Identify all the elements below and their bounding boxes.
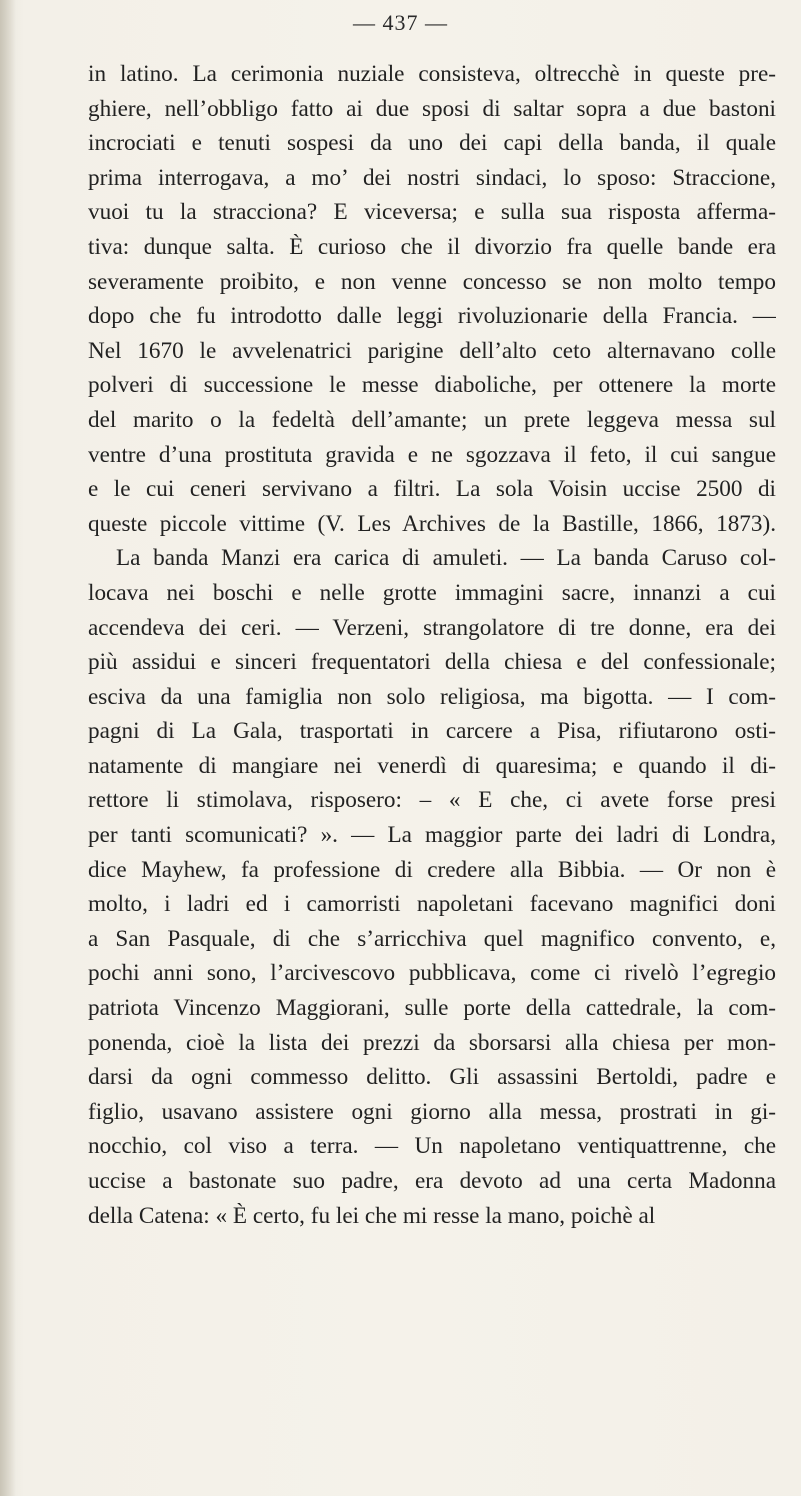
- text-line: uccise a bastonate suo padre, era devoto ad una certa Madonna: [88, 1168, 776, 1194]
- text-line: molto, i ladri ed i camorristi napoletani facevano magnifici doni: [88, 891, 776, 918]
- text-line: per tanti scomunicati? ». — La maggior parte dei ladri di Londra,: [88, 822, 776, 849]
- page-number: — 437 —: [353, 10, 448, 35]
- text-line: vuoi tu la stracciona? E viceversa; e sulla sua risposta afferma-: [88, 199, 776, 226]
- text-line: ventre d’una prostituta gravida e ne sgozzava il feto, il cui sangue: [88, 441, 776, 468]
- text-line: pagni di La Gala, trasportati in carcere a Pisa, rifiutarono osti-: [88, 718, 776, 745]
- text-line: della Catena: « È certo, fu lei che mi resse la mano, poichè al: [88, 1202, 656, 1229]
- text-line: La banda Manzi era carica di amuleti. — La banda Caruso col-: [116, 545, 776, 572]
- text-line: natamente di mangiare nei venerdì di quaresima; e quando il di-: [88, 752, 776, 779]
- text-line: tiva: dunque salta. È curioso che il divorzio fra quelle bande era: [88, 233, 776, 260]
- body-text: [88, 57, 776, 1233]
- text-line: polveri di successione le messe diaboliche, per ottenere la morte: [88, 372, 776, 399]
- binding-shadow: [0, 0, 16, 1496]
- text-line: ponenda, cioè la lista dei prezzi da sborsarsi alla chiesa per mon-: [88, 1029, 776, 1056]
- text-line: esciva da una famiglia non solo religiosa, ma bigotta. — I com-: [88, 683, 776, 710]
- text-line: darsi da ogni commesso delitto. Gli assassini Bertoldi, padre e: [88, 1064, 776, 1091]
- text-line: dice Mayhew, fa professione di credere alla Bibbia. — Or non è: [88, 856, 776, 883]
- text-line: in latino. La cerimonia nuziale consisteva, oltrecchè in queste pre-: [88, 61, 776, 87]
- text-line: dopo che fu introdotto dalle leggi rivoluzionarie della Francia. —: [88, 303, 776, 330]
- text-line: e le cui ceneri servivano a filtri. La sola Voisin uccise 2500 di: [88, 476, 776, 503]
- text-line: nocchio, col viso a terra. — Un napoletano ventiquattrenne, che: [88, 1133, 776, 1160]
- text-line: ghiere, nell’obbligo fatto ai due sposi di saltar sopra a due bastoni: [88, 95, 776, 122]
- text-line: più assidui e sinceri frequentatori della chiesa e del confessionale;: [88, 649, 776, 676]
- text-line: queste piccole vittime (V. Les Archives de la Bastille, 1866, 1873).: [88, 510, 776, 537]
- text-line: a San Pasquale, di che s’arricchiva quel magnifico convento, e,: [88, 925, 776, 952]
- text-line: pochi anni sono, l’arcivescovo pubblicava, come ci rivelò l’egregio: [88, 960, 776, 987]
- text-line: patriota Vincenzo Maggiorani, sulle porte della cattedrale, la com-: [88, 995, 776, 1022]
- text-line: accendeva dei ceri. — Verzeni, strangolatore di tre donne, era dei: [88, 614, 776, 641]
- text-line: Nel 1670 le avvelenatrici parigine dell’alto ceto alternavano colle: [88, 337, 776, 364]
- text-line: locava nei boschi e nelle grotte immagini sacre, innanzi a cui: [88, 579, 776, 606]
- text-line: del marito o la fedeltà dell’amante; un prete leggeva messa sul: [88, 406, 776, 433]
- text-line: figlio, usavano assistere ogni giorno alla messa, prostrati in gi-: [88, 1098, 776, 1125]
- text-line: severamente proibito, e non venne concesso se non molto tempo: [88, 268, 776, 295]
- text-line: incrociati e tenuti sospesi da uno dei capi della banda, il quale: [88, 130, 776, 157]
- text-line: rettore li stimolava, risposero: – « E che, ci avete forse presi: [88, 787, 776, 814]
- text-line: prima interrogava, a mo’ dei nostri sindaci, lo sposo: Straccione,: [88, 164, 776, 191]
